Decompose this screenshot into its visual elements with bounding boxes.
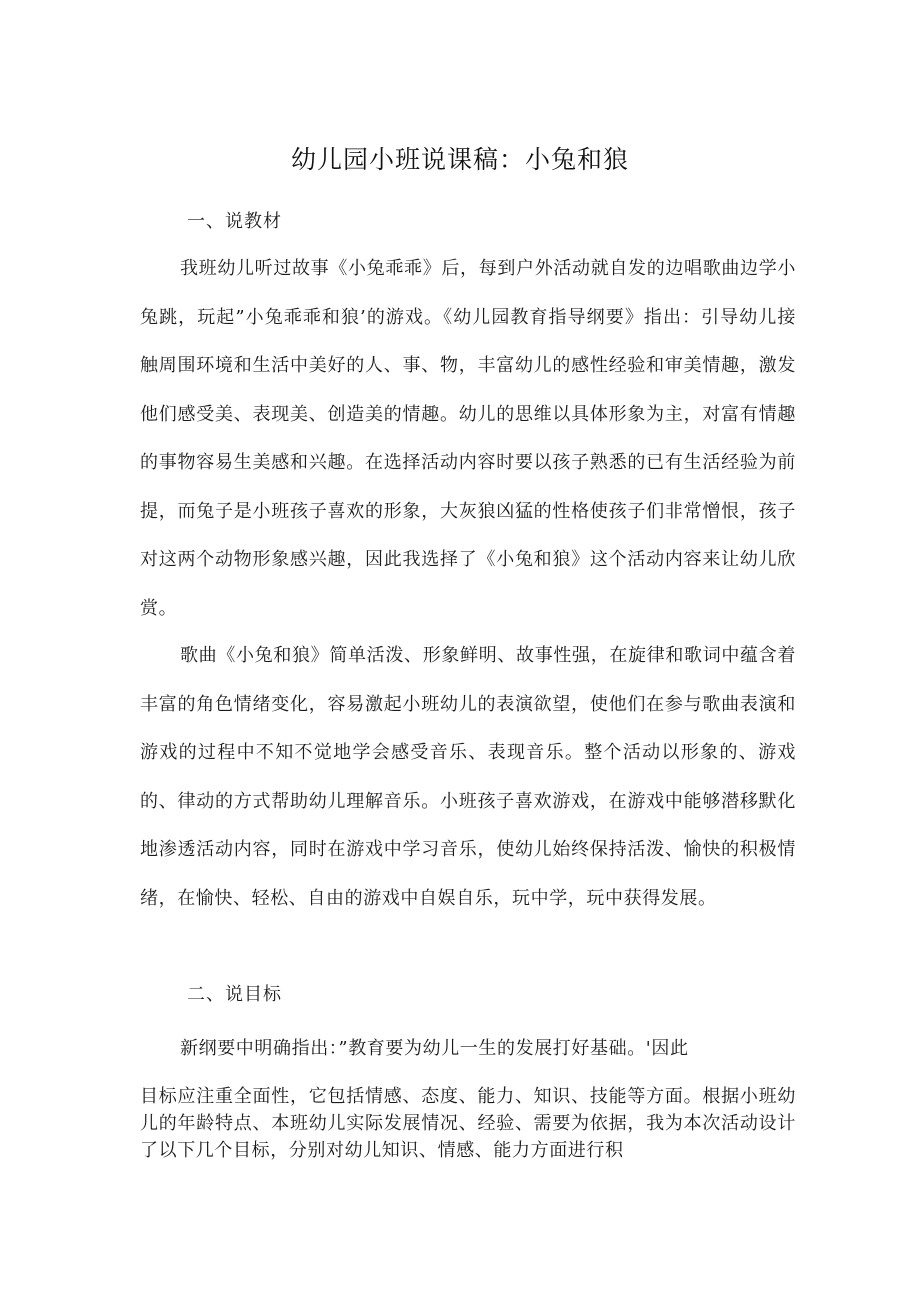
paragraph-goals-continuation: 目标应注重全面性，它包括情感、态度、能力、知识、技能等方面。根据小班幼儿的年龄特点、本班幼儿实际发展情况、经验、需要为依据，我为本次活动设计了以下几个目标，分别对幼儿知识、情感、能力方面进行积 [140, 1086, 796, 1161]
paragraph-materials-2: 歌曲《小兔和狼》简单活泼、形象鲜明、故事性强，在旋律和歌词中蕴含着丰富的角色情绪变化，容易激起小班幼儿的表演欲望，使他们在参与歌曲表演和游戏的过程中不知不觉地学会感受音乐、表现音乐。整个活动以形象的、游戏的、律动的方式帮助幼儿理解音乐。小班孩子喜欢游戏，在游戏中能够潜移默化地渗透活动内容，同时在游戏中学习音乐，使幼儿始终保持活泼、愉快的积极情绪，在愉快、轻松、自由的游戏中自娱自乐，玩中学，玩中获得发展。 [140, 645, 796, 909]
section-heading-goals: 二、说目标 [187, 984, 282, 1005]
paragraph-goals-intro: 新纲要中明确指出：”教育要为幼儿一生的发展打好基础。'因此 [180, 1038, 689, 1059]
paragraph-materials-1: 我班幼儿听过故事《小兔乖乖》后，每到户外活动就自发的边唱歌曲边学小兔跳，玩起”小兔乖乖和狼’的游戏。《幼儿园教育指导纲要》指出：引导幼儿接触周围环境和生活中美好的人、事、物，丰富幼儿的感性经验和审美情趣，激发他们感受美、表现美、创造美的情趣。幼儿的思维以具体形象为主，对富有情趣的事物容易生美感和兴趣。在选择活动内容时要以孩子熟悉的已有生活经验为前提，而兔子是小班孩子喜欢的形象，大灰狼凶猛的性格使孩子们非常憎恨，孩子对这两个动物形象感兴趣，因此我选择了《小兔和狼》这个活动内容来让幼儿欣赏。 [140, 258, 796, 619]
section-heading-materials: 一、说教材 [187, 211, 282, 232]
page-title: 幼儿园小班说课稿：小兔和狼 [290, 145, 629, 174]
